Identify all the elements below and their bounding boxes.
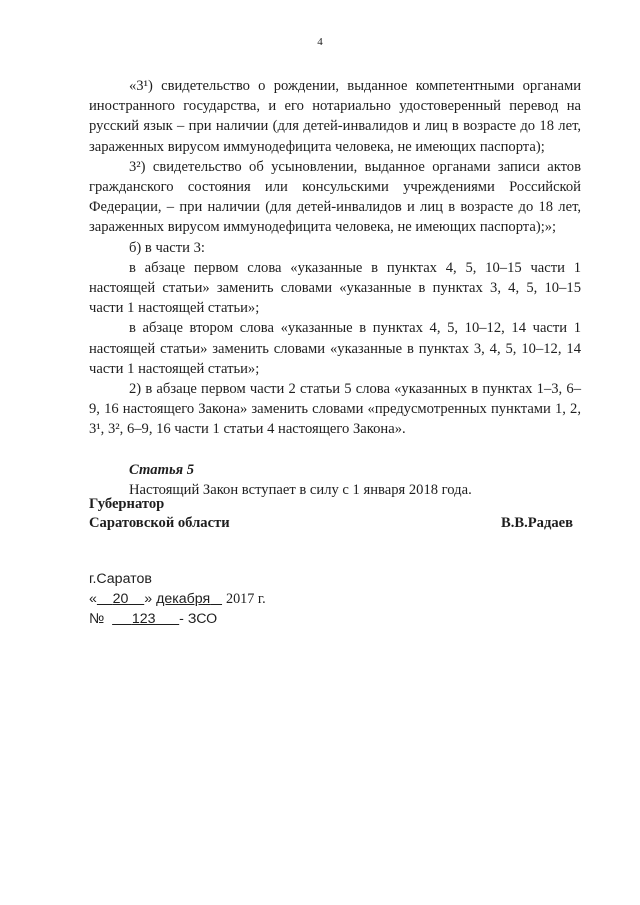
position-line-1: Губернатор xyxy=(89,496,165,512)
date-year: 2017 г. xyxy=(225,591,266,607)
paragraph-3-2: 3²) свидетельство об усыновлении, выданное органами записи актов гражданского состояния или консульскими учреждениями Российской Федерации, – при наличии (для детей-инвалидов и лиц в возрасте до 18 лет, зараженных вирусом иммунодефицита человека, не имеющих паспорта);»; xyxy=(89,158,581,236)
number-suffix: - ЗСО xyxy=(179,611,218,627)
document-body xyxy=(89,76,581,500)
date-day: 20 xyxy=(112,591,129,607)
signatory-name: В.В.Радаев xyxy=(501,515,574,531)
article-text: Настоящий Закон вступает в силу с 1 января 2018 года. xyxy=(129,481,472,498)
law-number: 123 xyxy=(131,611,156,627)
paragraph-abzac-first: в абзаце первом слова «указанные в пунктах 4, 5, 10–15 части 1 настоящей статьи» заменить словами «указанные в пунктах 3, 4, 5, 10–15 части 1 настоящей статьи»; xyxy=(89,259,581,317)
date-month: декабря xyxy=(156,591,211,607)
paragraph-abzac-second: в абзаце втором слова «указанные в пунктах 4, 5, 10–12, 14 части 1 настоящей статьи» заменить словами «указанные в пунктах 3, 4, 5, 10–12, 14 части 1 настоящей статьи»; xyxy=(89,320,581,377)
paragraph-article-5-change: 2) в абзаце первом части 2 статьи 5 слова «указанных в пунктах 1–3, 6–9, 16 настоящего Закона» заменить словами «предусмотренных пунктами 1, 2, 3¹, 3², 6–9, 16 части 1 статьи 4 настоящего Закона». xyxy=(89,381,581,438)
article-title: Статья 5 xyxy=(129,461,195,478)
paragraph-part-3: б) в части 3: xyxy=(129,239,205,256)
place-and-date xyxy=(89,569,266,629)
date-line: « 20 » декабря 2017 г. xyxy=(89,591,266,607)
number-line xyxy=(89,609,266,629)
page-number: 4 xyxy=(317,36,323,48)
paragraph-3-1: «3¹) свидетельство о рождении, выданное компетентными органами иностранного государства, и его нотариально удостоверенный перевод на русский язык – при наличии (для детей-инвалидов и лиц в возрасте до 18 лет, зараженных вирусом иммунодефицита человека, не имеющих паспорта); xyxy=(89,78,581,155)
position-line-2: Саратовской области xyxy=(89,515,230,531)
number-prefix: № xyxy=(89,611,105,627)
city: г.Саратов xyxy=(89,571,152,587)
signatory-position xyxy=(89,495,230,533)
spacer xyxy=(89,440,581,460)
